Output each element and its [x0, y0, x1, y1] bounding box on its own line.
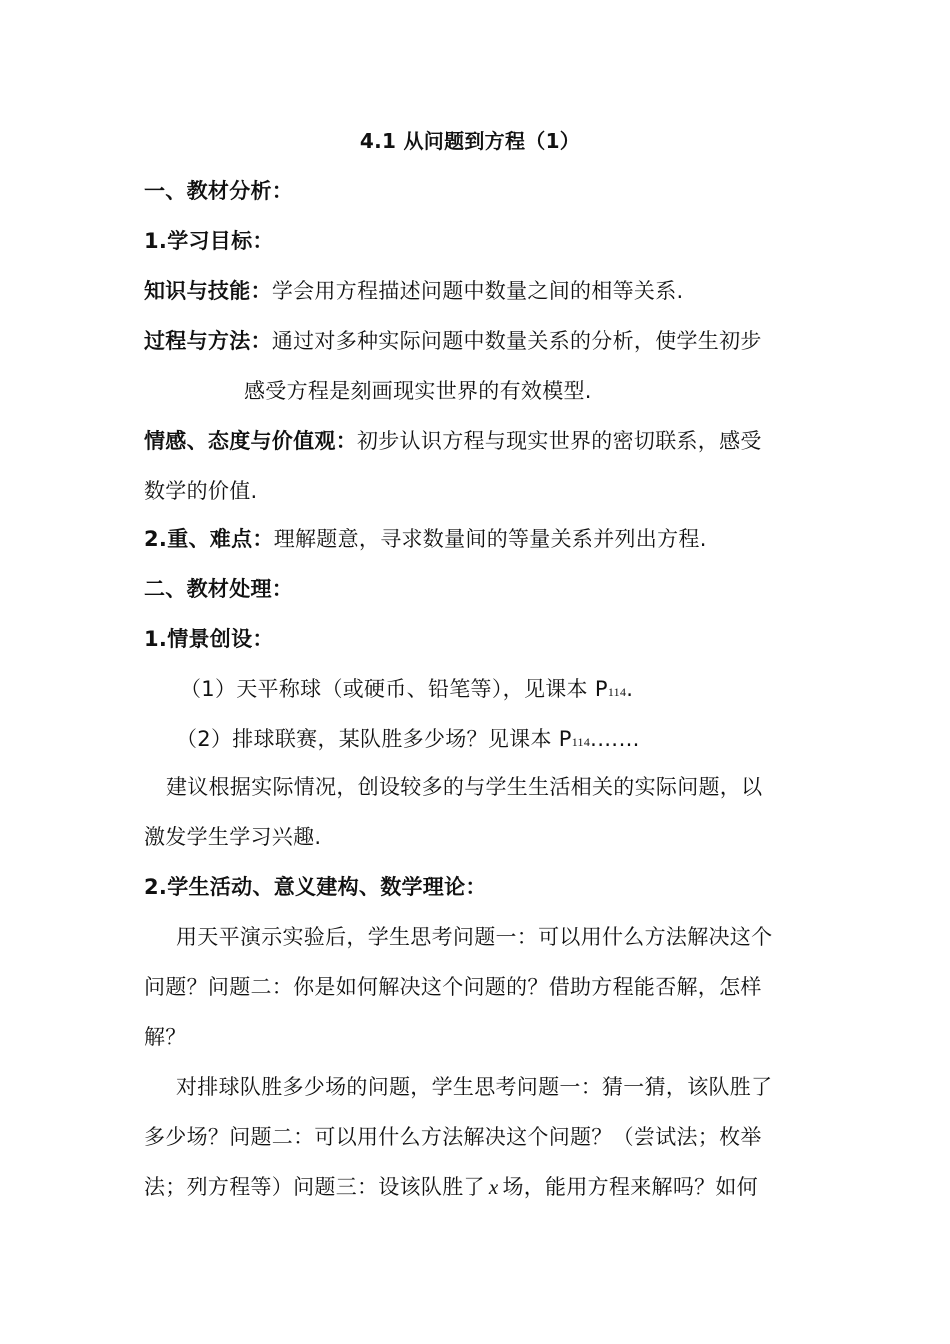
paragraph-2-line-3-a: 法；列方程等）问题三：设该队胜了	[144, 1175, 485, 1199]
paragraph-2-line-3-b: 场，能用方程来解吗？如何	[502, 1175, 759, 1199]
process-line	[144, 326, 762, 356]
scenario-item-2-text: （2）排球联赛，某队胜多少场？见课本 P	[176, 727, 572, 751]
scenario-item-1-text: （1）天平称球（或硬币、铅笔等），见课本 P	[180, 677, 608, 701]
scenario-item-1	[180, 674, 633, 707]
emotion-label: 情感、态度与价值观：	[144, 429, 357, 453]
suggestion-line-2: 激发学生学习兴趣.	[144, 825, 322, 849]
paragraph-1-line-2: 问题？问题二：你是如何解决这个问题的？借助方程能否解，怎样	[144, 975, 762, 999]
knowledge-label: 知识与技能：	[144, 279, 272, 303]
key-points-line	[144, 524, 707, 554]
emotion-line	[144, 426, 762, 456]
emotion-text-2: 数学的价值.	[144, 479, 258, 503]
activity-heading: 2.学生活动、意义建构、数学理论：	[144, 875, 487, 899]
scenario-item-1-end: .	[626, 677, 634, 701]
paragraph-2-line-2: 多少场？问题二：可以用什么方法解决这个问题？（尝试法；枚举	[144, 1125, 762, 1149]
section-heading-analysis: 一、教材分析：	[144, 179, 294, 203]
emotion-text-1: 初步认识方程与现实世界的密切联系，感受	[357, 429, 762, 453]
process-label: 过程与方法：	[144, 329, 272, 353]
paragraph-2-line-1: 对排球队胜多少场的问题，学生思考问题一：猜一猜，该队胜了	[176, 1075, 773, 1099]
process-text-2: 感受方程是刻画现实世界的有效模型.	[244, 379, 592, 403]
key-points-text: 理解题意，寻求数量间的等量关系并列出方程.	[273, 527, 707, 551]
paragraph-1-line-1: 用天平演示实验后，学生思考问题一：可以用什么方法解决这个	[176, 925, 773, 949]
knowledge-text: 学会用方程描述问题中数量之间的相等关系.	[271, 279, 684, 303]
variable-x: x	[488, 1175, 499, 1199]
scenario-item-1-page: 114	[607, 685, 627, 699]
key-points-label: 2.重、难点：	[144, 527, 274, 551]
section-heading-processing: 二、教材处理：	[144, 577, 294, 601]
process-text-1: 通过对多种实际问题中数量关系的分析，使学生初步	[271, 329, 762, 353]
scenario-item-2-end: .……	[590, 727, 640, 751]
suggestion-line-1: 建议根据实际情况，创设较多的与学生生活相关的实际问题，以	[166, 775, 763, 799]
paragraph-1-line-3: 解？	[144, 1025, 187, 1049]
learning-goals-heading: 1.学习目标：	[144, 229, 274, 253]
scenario-item-2	[176, 724, 640, 757]
paragraph-2-line-3	[144, 1172, 758, 1202]
knowledge-line	[144, 276, 684, 306]
scenario-heading: 1.情景创设：	[144, 627, 274, 651]
page-title: 4.1 从问题到方程（1）	[359, 129, 581, 153]
scenario-item-2-page: 114	[571, 735, 591, 749]
